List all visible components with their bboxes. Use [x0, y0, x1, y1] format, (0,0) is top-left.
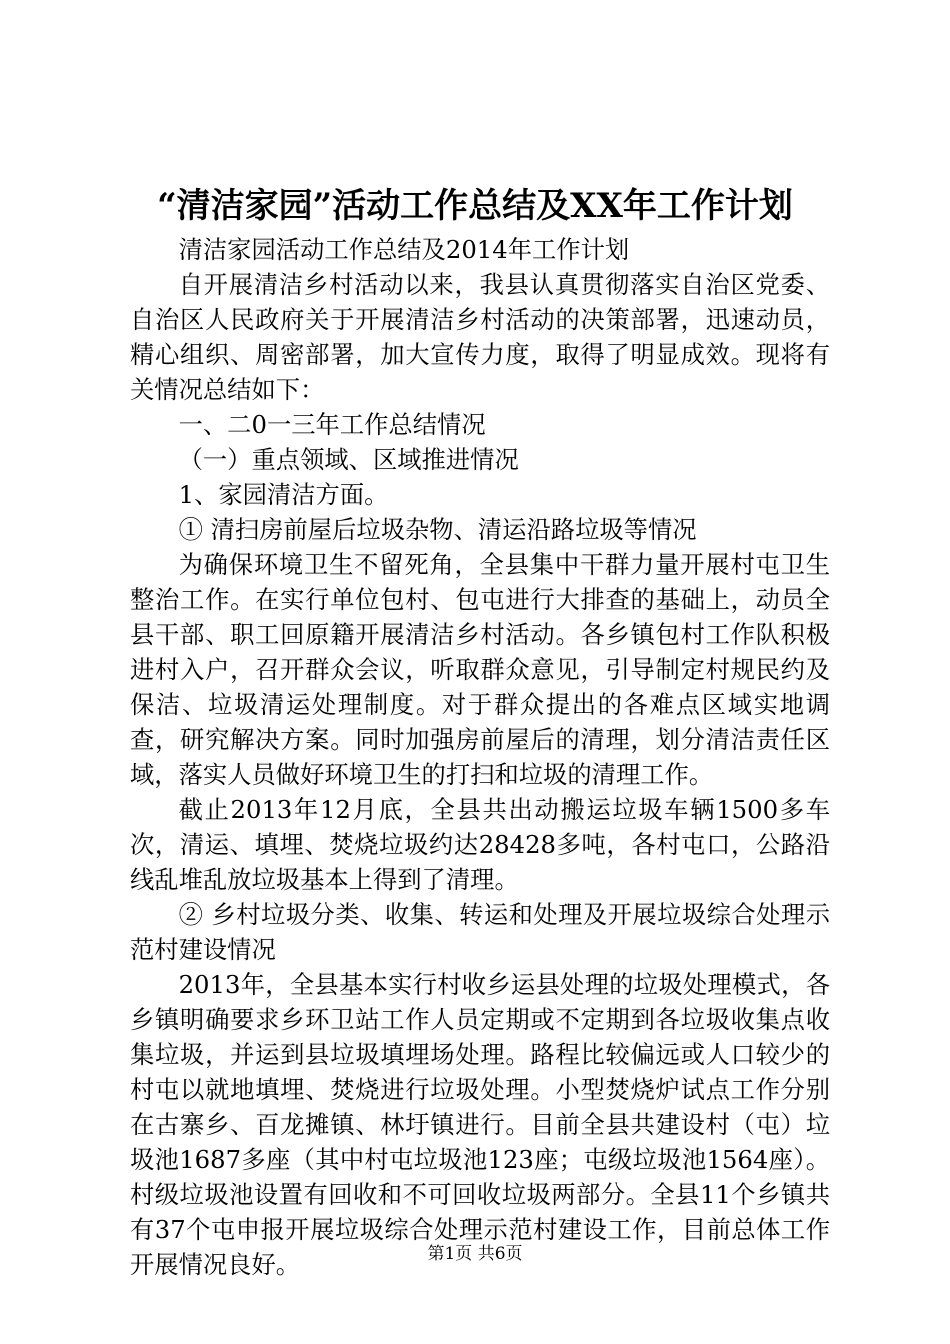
item-heading: 1、家园清洁方面。 — [178, 480, 389, 509]
body-paragraph-3: 2013年，全县基本实行村收乡运县处理的垃圾处理模式，各乡镇明确要求乡环卫站工作人员定期或不定期到各垃圾收集点收集垃圾，并运到县垃圾填埋场处理。路程比较偏远或人口较少的村屯以就地填埋、焚烧进行垃圾处理。小型焚烧炉试点工作分别在古寨乡、百龙摊镇、林圩镇进行。目前全县共建设村（屯）垃圾池1687多座（其中村屯垃圾池123座；屯级垃圾池1564座）。村级垃圾池设置有回收和不可回收垃圾两部分。全县11个乡镇共有37个屯申报开展垃圾综合处理示范村建设工作，目前总体工作开展情况良好。 — [130, 970, 830, 1279]
point-heading-1: ① 清扫房前屋后垃圾杂物、清运沿路垃圾等情况 — [178, 515, 697, 544]
body-paragraph-2: 截止2013年12月底，全县共出动搬运垃圾车辆1500多车次，清运、填埋、焚烧垃圾约达28428多吨，各村屯口，公路沿线乱堆乱放垃圾基本上得到了清理。 — [130, 795, 830, 894]
section-heading: 一、二0一三年工作总结情况 — [178, 410, 486, 439]
body-paragraph-1: 为确保环境卫生不留死角，全县集中干群力量开展村屯卫生整治工作。在实行单位包村、包屯进行大排查的基础上，动员全县干部、职工回原籍开展清洁乡村活动。各乡镇包村工作队积极进村入户，召开群众会议，听取群众意见，引导制定村规民约及保洁、垃圾清运处理制度。对于群众提出的各难点区域实地调查，研究解决方案。同时加强房前屋后的清理，划分清洁责任区域，落实人员做好环境卫生的打扫和垃圾的清理工作。 — [130, 550, 830, 789]
subsection-heading: （一）重点领域、区域推进情况 — [178, 445, 519, 474]
point-heading-2: ② 乡村垃圾分类、收集、转运和处理及开展垃圾综合处理示范村建设情况 — [130, 900, 830, 964]
page-number-footer: 第1页 共6页 — [427, 1244, 523, 1264]
document-title: “清洁家园”活动工作总结及XX年工作计划 — [157, 186, 793, 226]
intro-paragraph: 自开展清洁乡村活动以来，我县认真贯彻落实自治区党委、自治区人民政府关于开展清洁乡村活动的决策部署，迅速动员，精心组织、周密部署，加大宣传力度，取得了明显成效。现将有关情况总结如下： — [130, 270, 830, 404]
document-body — [130, 232, 830, 1282]
subtitle-paragraph: 清洁家园活动工作总结及2014年工作计划 — [178, 235, 630, 264]
